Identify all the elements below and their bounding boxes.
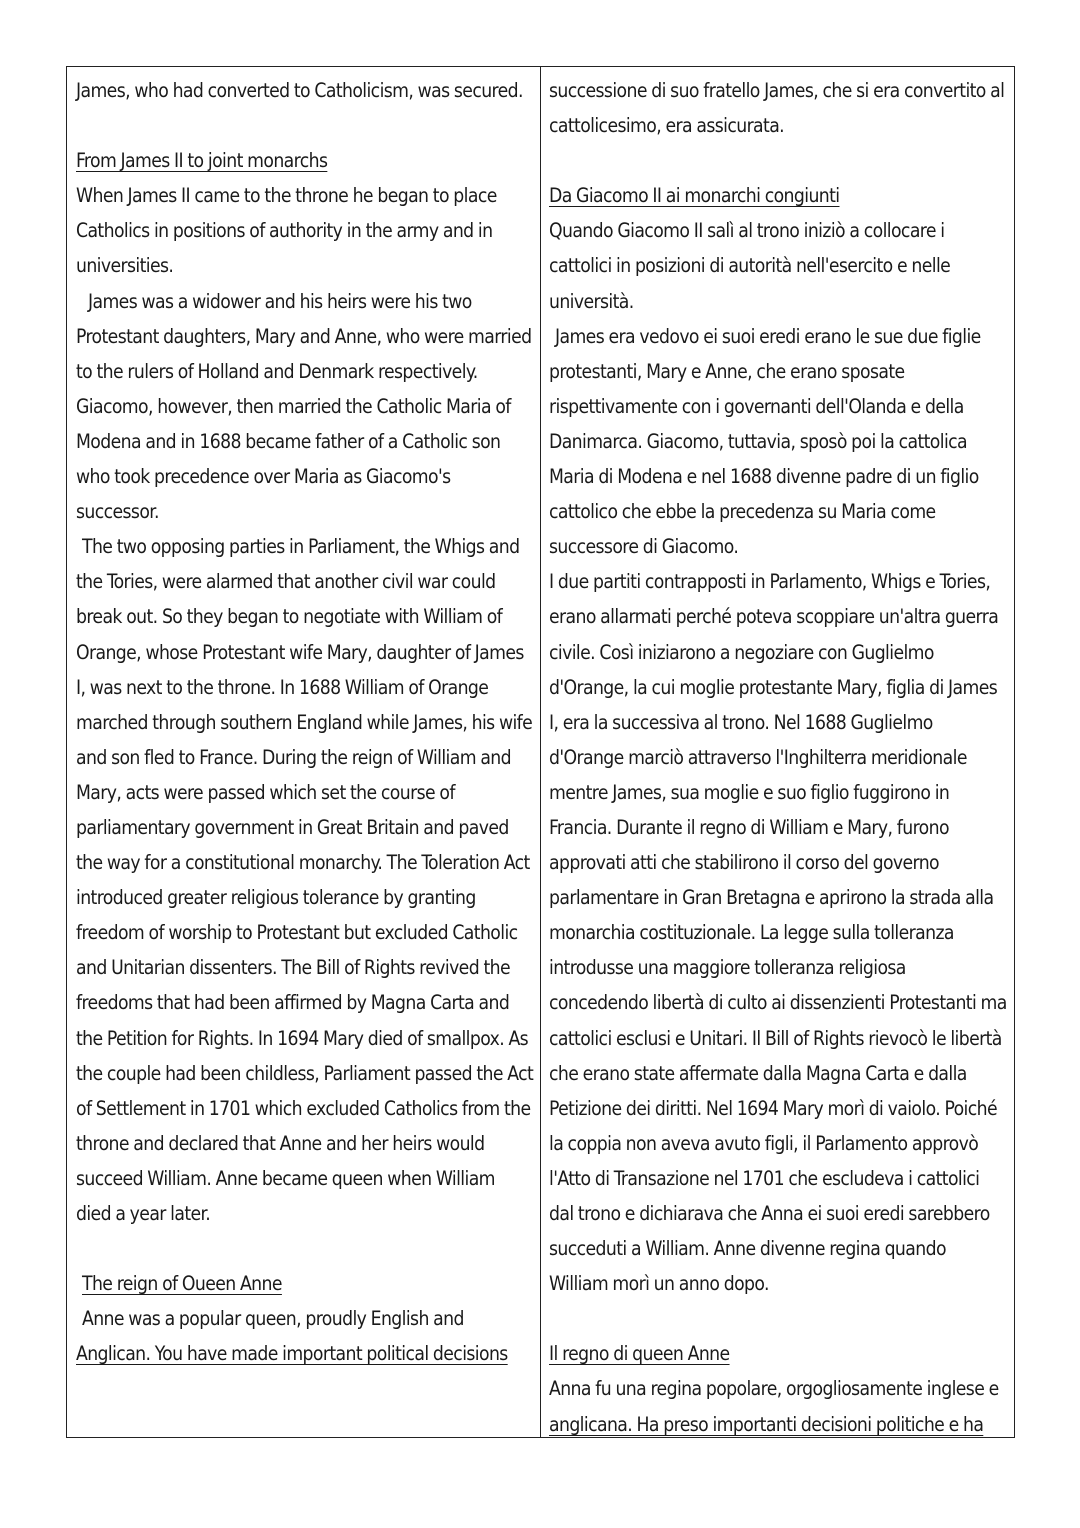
- spacer: [549, 1301, 1008, 1336]
- italian-paragraph-4-tail: anglicana. Ha preso importanti decisioni politiche e ha: [549, 1412, 984, 1436]
- english-paragraph-3: The two opposing parties in Parliament, the Whigs and the Tories, were alarmed that another civil war could break out. So they began to negotiate with William of Orange, whose Protestant wife Mary, daughter of James I, was next to the throne. In 1688 William of Orange marched through southern England while James, his wife and son fled to France. During the reign of William and Mary, acts were passed which set the course of parliamentary government in Great Britain and paved the way for a constitutional monarchy. The Toleration Act introduced greater religious tolerance by granting freedom of worship to Protestant but excluded Catholic and Unitarian dissenters. The Bill of Rights revived the freedoms that had been affirmed by Magna Carta and the Petition for Rights. In 1694 Mary died of smallpox. As the couple had been childless, Parliament passed the Act of Settlement in 1701 which excluded Catholics from the throne and declared that Anne and her heirs would succeed William. Anne became queen when William died a year later.: [76, 535, 534, 1225]
- english-heading-joint-monarchs: From James II to joint monarchs: [76, 149, 328, 173]
- spacer: [549, 143, 1008, 178]
- english-heading-queen-anne: The reign of Oueen Anne: [82, 1272, 282, 1296]
- italian-intro: successione di suo fratello James, che si era convertito al cattolicesimo, era assicurata.: [549, 79, 1005, 138]
- english-paragraph-1: When James II came to the throne he began to place Catholics in positions of authority in the army and in universities.: [76, 184, 497, 278]
- italian-paragraph-2: James era vedovo ei suoi eredi erano le sue due figlie protestanti, Mary e Anne, che erano sposate rispettivamente con i governanti dell'Olanda e della Danimarca. Giacomo, tuttavia, sposò poi la cattolica Maria di Modena e nel 1688 divenne padre di un figlio cattolico che ebbe la precedenza su Maria come successore di Giacomo.: [549, 324, 981, 559]
- english-paragraph-2: James was a widower and his heirs were his two Protestant daughters, Mary and Anne, who were married to the rulers of Holland and Denmark respectively. Giacomo, however, then married the Catholic Maria of Modena and in 1688 became father of a Catholic son who took precedence over Maria as Giacomo's successor.: [76, 289, 532, 524]
- italian-heading-queen-anne: Il regno di queen Anne: [549, 1342, 730, 1366]
- italian-paragraph-1: Quando Giacomo II salì al trono iniziò a collocare i cattolici in posizioni di autorità nell'esercito e nelle università.: [549, 219, 951, 313]
- english-paragraph-4: Anne was a popular queen, proudly English and: [82, 1307, 464, 1331]
- spacer: [76, 108, 534, 143]
- english-column: [67, 67, 541, 1437]
- italian-paragraph-3: I due partiti contrapposti in Parlamento, Whigs e Tories, erano allarmati perché poteva scoppiare un'altra guerra civile. Così iniziarono a negoziare con Guglielmo d'Orange, la cui moglie protestante Mary, figlia di James I, era la successiva al trono. Nel 1688 Guglielmo d'Orange marciò attraverso l'Inghilterra meridionale mentre James, sua moglie e suo figlio fuggirono in Francia. Durante il regno di William e Mary, furono approvati atti che stabilirono il corso del governo parlamentare in Gran Bretagna e aprirono la strada alla monarchia costituzionale. La legge sulla tolleranza introdusse una maggiore tolleranza religiosa concedendo libertà di culto ai dissenzienti Protestanti ma cattolici esclusi e Unitari. Il Bill of Rights rievocò le libertà che erano state affermate dalla Magna Carta e dalla Petizione dei diritti. Nel 1694 Mary morì di vaiolo. Poiché la coppia non aveva avuto figli, il Parlamento approvò l'Atto di Transazione nel 1701 che escludeva i cattolici dal trono e dichiarava che Anna ei suoi eredi sarebbero succeduti a William. Anne divenne regina quando William morì un anno dopo.: [549, 570, 1007, 1296]
- italian-column: [541, 67, 1014, 1437]
- spacer: [76, 1231, 534, 1266]
- english-paragraph-4-tail: Anglican. You have made important political decisions: [76, 1342, 508, 1366]
- italian-heading-joint-monarchs: Da Giacomo II ai monarchi congiunti: [549, 184, 840, 208]
- english-intro: James, who had converted to Catholicism, was secured.: [76, 79, 523, 102]
- italian-paragraph-4: Anna fu una regina popolare, orgogliosamente inglese e: [549, 1377, 999, 1401]
- translation-table: [66, 66, 1015, 1438]
